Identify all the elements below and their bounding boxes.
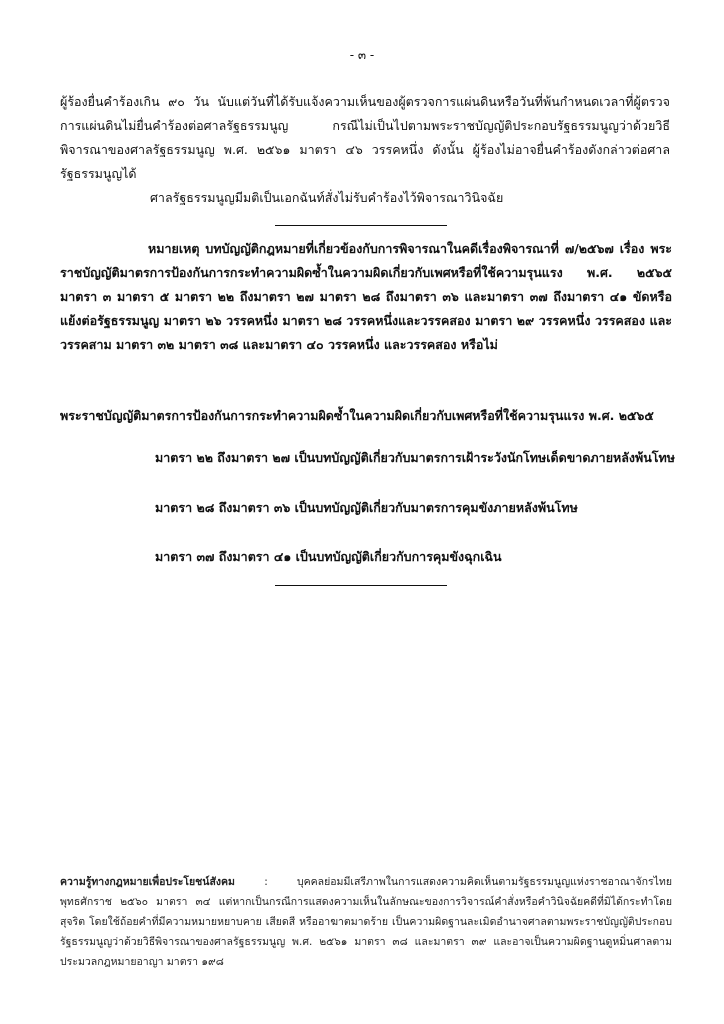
intro-paragraph: ผู้ร้องยื่นคำร้องเกิน ๙๐ วัน นับแต่วันที่ได้รับแจ้งความเห็นของผู้ตรวจการแผ่นดินหรือวันที่พ้นกำหนดเวลาที่ผู้ตรวจการแผ่นดินไม่ยื่นคำร้องต่อศาลรัฐธรรมนูญ กรณีไม่เป็นไปตามพระราชบัญญัติประกอบรัฐธรรมนูญว่าด้วยวิธีพิจารณาของศาลรัฐธรรมนูญ พ.ศ. ๒๕๖๑ มาตรา ๔๖ วรรคหนึ่ง ดังนั้น ผู้ร้องไม่อาจยื่นคำร้องดังกล่าวต่อศาลรัฐธรรมนูญได้ (60, 94, 670, 181)
page-number: - ๓ - (349, 48, 375, 62)
footer-disclaimer (60, 872, 672, 972)
footer-title: ความรู้ทางกฎหมายเพื่อประโยชน์สังคม (60, 876, 235, 888)
footer-separator: : (234, 876, 297, 888)
note-paragraph (60, 237, 672, 357)
divider-bottom (275, 585, 447, 586)
note-text: หมายเหตุ บทบัญญัติกฎหมายที่เกี่ยวข้องกับการพิจารณาในคดีเรื่องพิจารณาที่ ๗/๒๕๖๗ เรื่อง พระราชบัญญัติมาตรการป้องกันการกระทำความผิดซ้ำในความผิดเกี่ยวกับเพศหรือที่ใช้ความรุนแรง พ.ศ. ๒๕๖๕ มาตรา ๓ มาตรา ๕ มาตรา ๒๒ ถึงมาตรา ๒๗ มาตรา ๒๘ ถึงมาตรา ๓๖ และมาตรา ๓๗ ถึงมาตรา ๔๑ ขัดหรือแย้งต่อรัฐธรรมนูญ มาตรา ๒๖ วรรคหนึ่ง มาตรา ๒๘ วรรคหนึ่งและวรรคสอง มาตรา ๒๙ วรรคหนึ่ง วรรคสอง และวรรคสาม มาตรา ๓๒ มาตรา ๓๘ และมาตรา ๔๐ วรรคหนึ่ง และวรรคสอง หรือไม่ (60, 241, 672, 352)
law-heading: พระราชบัญญัติมาตรการป้องกันการกระทำความผิดซ้ำในความผิดเกี่ยวกับเพศหรือที่ใช้ความรุนแรง พ.ศ. ๒๕๖๕ (60, 408, 654, 423)
law-section-item: มาตรา ๓๗ ถึงมาตรา ๔๑ เป็นบทบัญญัติเกี่ยวกับการคุมขังฉุกเฉิน (155, 549, 502, 564)
divider-top (275, 225, 447, 226)
law-section-item: มาตรา ๒๒ ถึงมาตรา ๒๗ เป็นบทบัญญัติเกี่ยวกับมาตรการเฝ้าระวังนักโทษเด็ดขาดภายหลังพ้นโทษ (155, 450, 676, 465)
footer-text: บุคคลย่อมมีเสรีภาพในการแสดงความคิดเห็นตามรัฐธรรมนูญแห่งราชอาณาจักรไทย พุทธศักราช ๒๕๖๐ มาตรา ๓๔ แต่หากเป็นกรณีการแสดงความเห็นในลักษณะของการวิจารณ์คำสั่งหรือคำวินิจฉัยคดีที่มิได้กระทำโดยสุจริต โดยใช้ถ้อยคำที่มีความหมายหยาบคาย เสียดสี หรืออาฆาตมาดร้าย เป็นความผิดฐานละเมิดอำนาจศาลตามพระราชบัญญัติประกอบรัฐธรรมนูญว่าด้วยวิธีพิจารณาของศาลรัฐธรรมนูญ พ.ศ. ๒๕๖๑ มาตรา ๓๘ และมาตรา ๓๙ และอาจเป็นความผิดฐานดูหมิ่นศาลตามประมวลกฎหมายอาญา มาตรา ๑๙๘ (60, 876, 672, 968)
decision-text: ศาลรัฐธรรมนูญมีมติเป็นเอกฉันท์สั่งไม่รับคำร้องไว้พิจารณาวินิจฉัย (150, 190, 504, 205)
law-section-item: มาตรา ๒๘ ถึงมาตรา ๓๖ เป็นบทบัญญัติเกี่ยวกับมาตรการคุมขังภายหลังพ้นโทษ (155, 500, 578, 515)
